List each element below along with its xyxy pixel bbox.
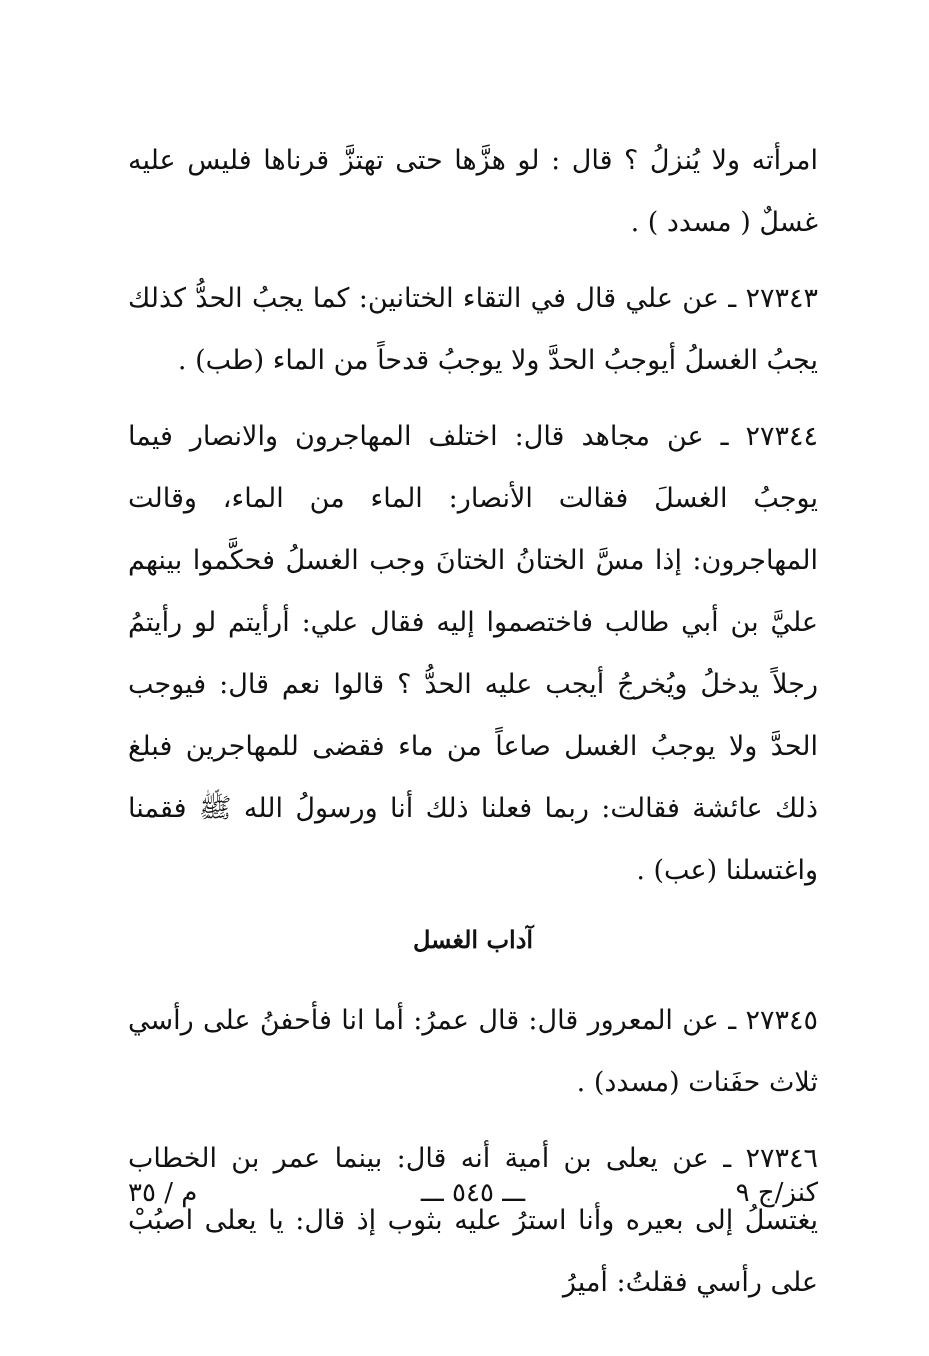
hadith-27346: ٢٧٣٤٦ ـ عن يعلى بن أمية أنه قال: بينما عمر بن الخطاب يغتسلُ إلى بعيره وأنا استرُ عليه بثوب إذ قال: يا يعلى اصبُبْ على رأسي فقلتُ: أميرُ [128, 1143, 818, 1298]
text-column [128, 130, 818, 1328]
hadith-27344: ٢٧٣٤٤ ـ عن مجاهد قال: اختلف المهاجرون والانصار فيما يوجبُ الغسلَ فقالت الأنصار: الماء من الماء، وقالت المهاجرون: إذا مسَّ الختانُ الختانَ وجب الغسلُ فحكَّموا بينهم عليَّ بن أبي طالب فاختصموا إليه فقال علي: أرأيتم لو رأيتمُ رجلاً يدخلُ ويُخرجُ أيجب عليه الحدُّ ؟ قالوا نعم قال: فيوجب الحدَّ ولا يوجبُ الغسل صاعاً من ماء فقضى للمهاجرين فبلغ ذلك عائشة فقالت: ربما فعلنا ذلك أنا ورسولُ الله ﷺ فقمنا واغتسلنا (عب) . [128, 421, 818, 886]
hadith-27343: ٢٧٣٤٣ ـ عن علي قال في التقاء الختانين: كما يجبُ الحدُّ كذلك يجبُ الغسلُ أيوجبُ الحدَّ ولا يوجبُ قدحاً من الماء (طب) . [128, 283, 818, 376]
paragraph-continuation: امرأته ولا يُنزلُ ؟ قال : لو هزَّها حتى تهتزَّ قرناها فليس عليه غسلٌ ( مسدد ) . [128, 145, 818, 238]
section-heading: آداب الغسل [412, 925, 534, 954]
page-number: ـــ ٥٤٥ ـــ [420, 1178, 526, 1208]
printer-signature: م / ٣٥ [128, 1178, 198, 1208]
book-reference: كنز/ج ٩ [735, 1178, 818, 1208]
page-footer [128, 1178, 818, 1228]
hadith-27345: ٢٧٣٤٥ ـ عن المعرور قال: قال عمرُ: أما انا فأحفنُ على رأسي ثلاث حفَنات (مسدد) . [128, 1005, 818, 1098]
